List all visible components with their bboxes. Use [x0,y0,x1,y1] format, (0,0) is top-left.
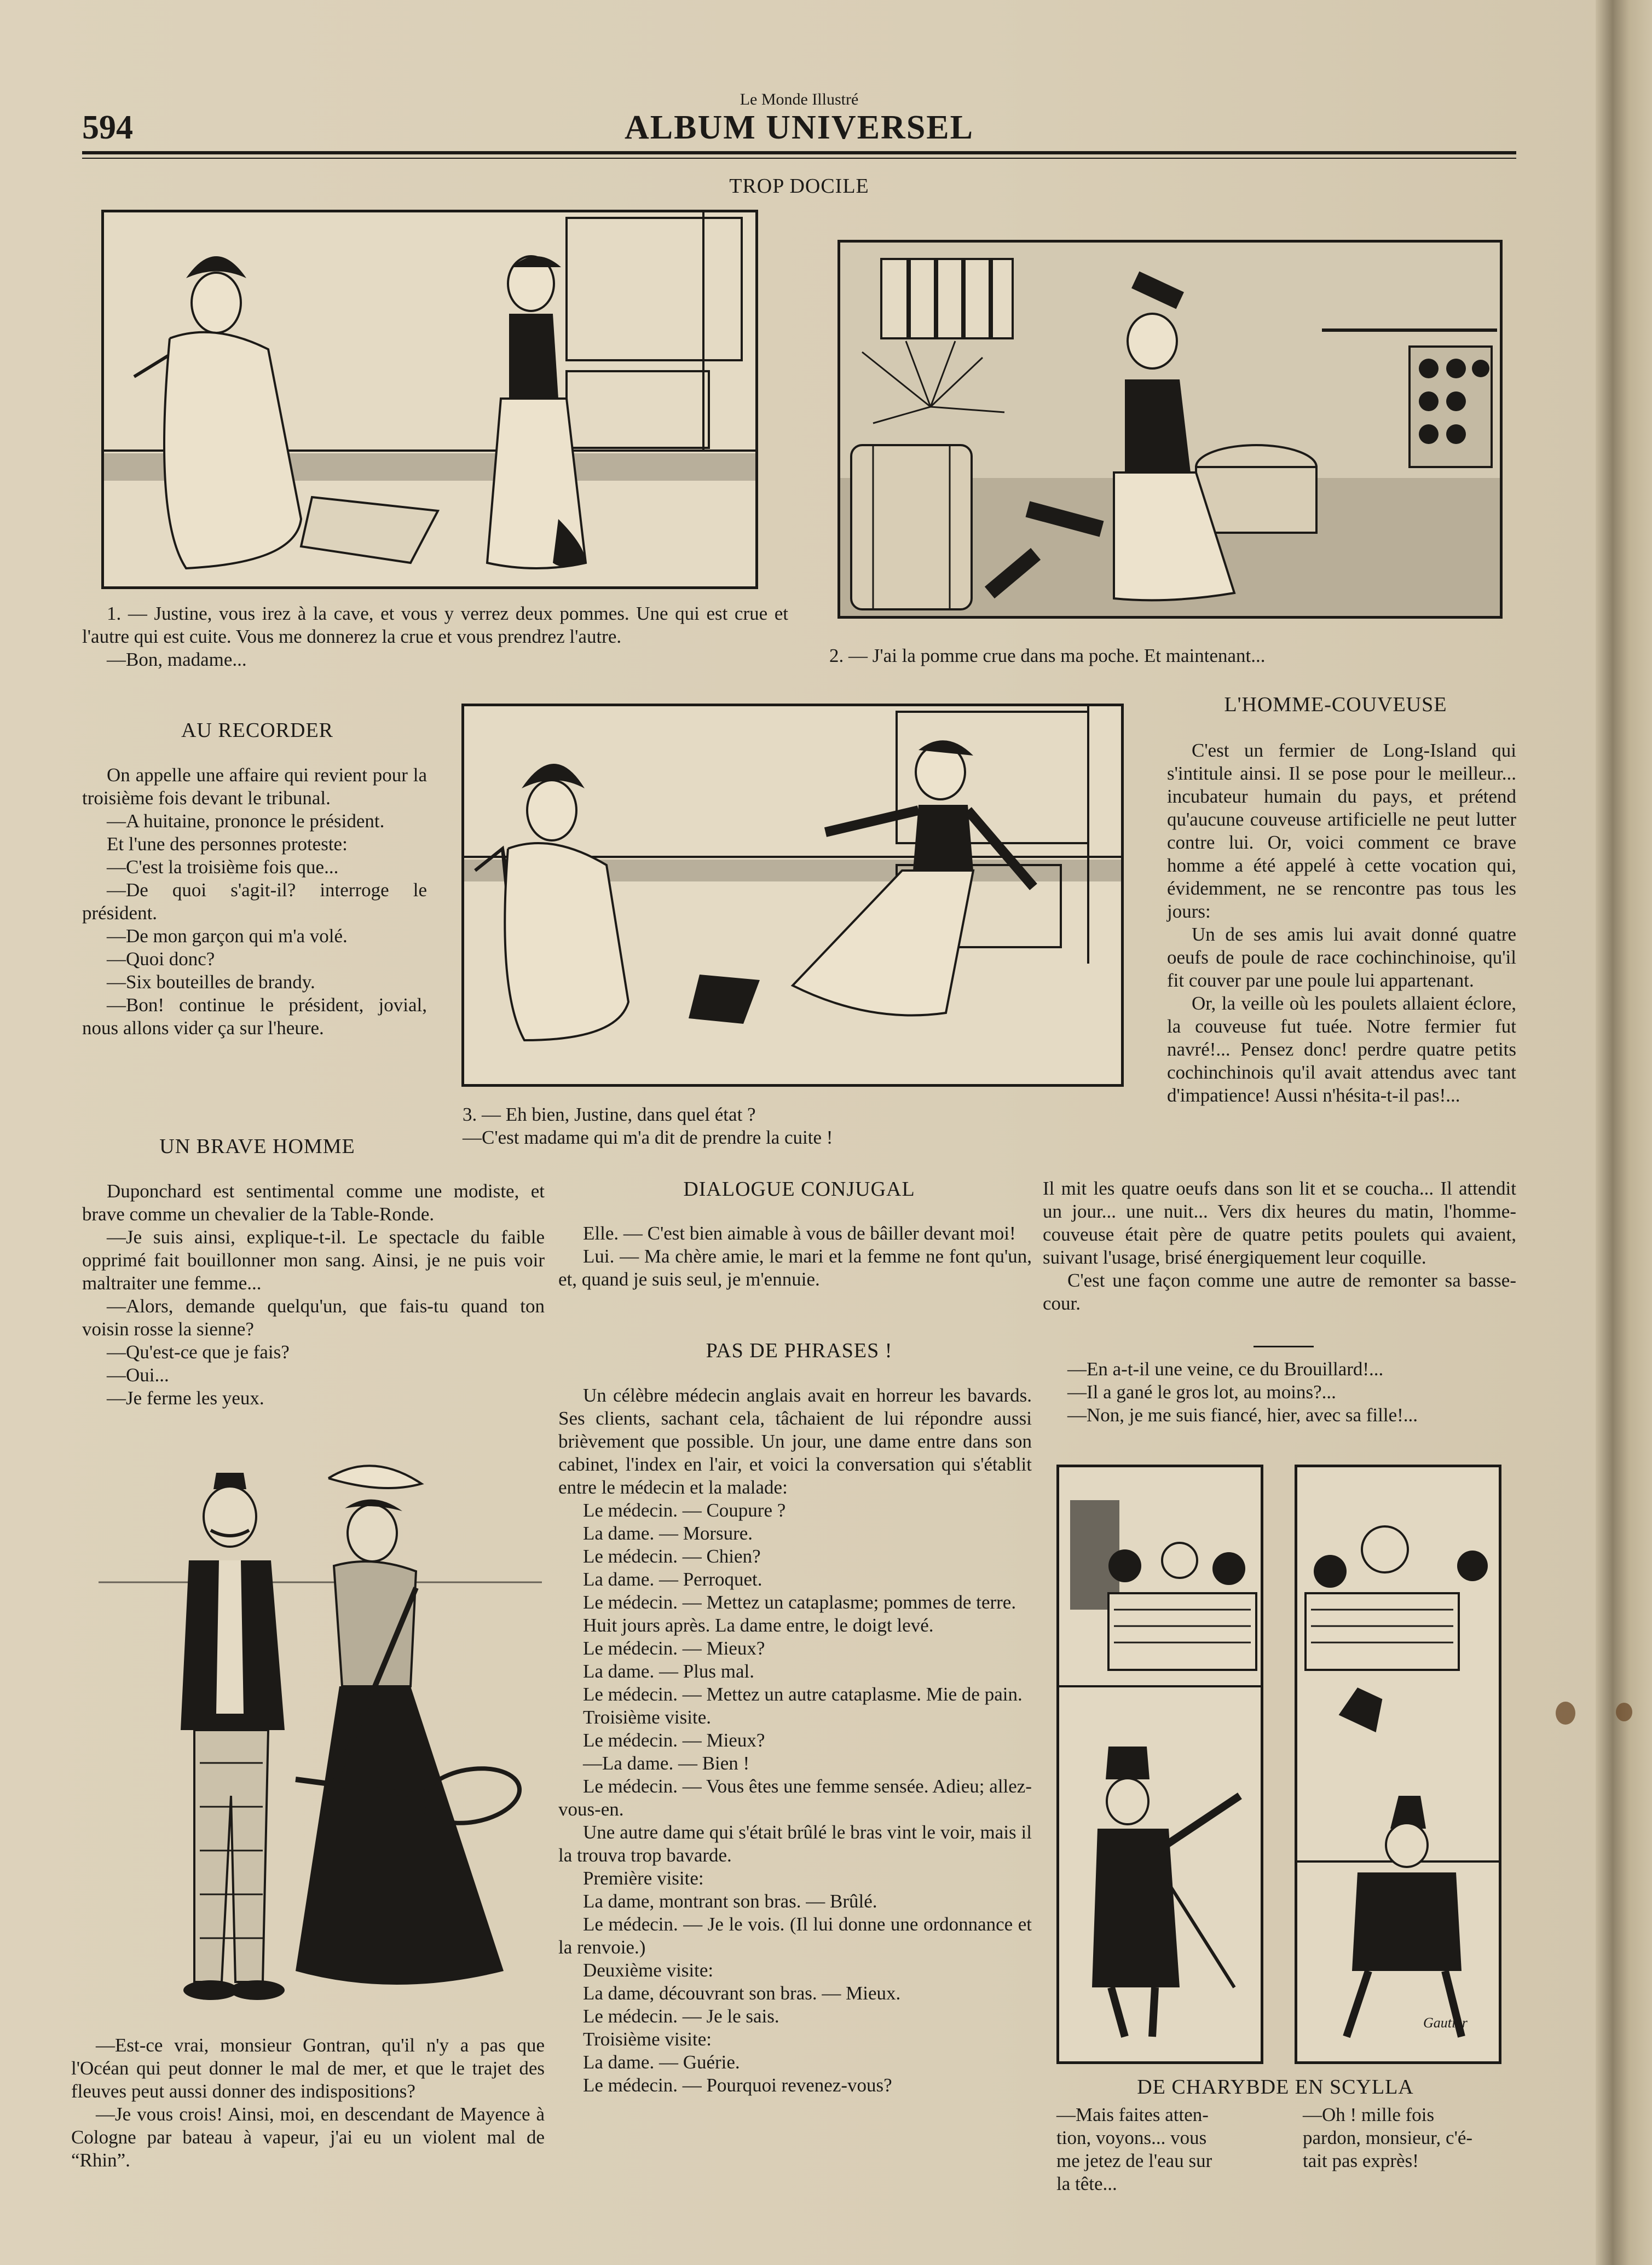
paragraph: Huit jours après. La dame entre, le doigt levé. [583,1615,934,1636]
paragraph: C'est un fermier de Long-Island qui s'intitule ainsi. Il se pose pour le meilleur... incubateur humain du pays, et prétend qu'aucune couveuse artificielle ne peut lutter contre lui. Or, voici comment ce brave homme a été appelé à cette vocation qui, évidemment, ne se rencontre pas tous les jours: [1167,740,1516,922]
paragraph: —Alors, demande quelqu'un, que fais-tu quand ton voisin rosse la sienne? [82,1295,545,1340]
section-title-homme-couveuse: L'HOMME-COUVEUSE [1224,693,1447,716]
paragraph: La dame. — Morsure. [583,1523,753,1544]
comic-panel-1 [101,210,758,589]
paragraph: Le médecin. — Je le vois. (Il lui donne une ordonnance et la renvoie.) [558,1914,1032,1958]
paragraph: Elle. — C'est bien aimable à vous de bâiller devant moi! [583,1223,1016,1244]
brave-homme-text [82,1180,545,1410]
artist-signature: Gautier [1423,2015,1468,2031]
header-publication: Le Monde Illustré [740,90,859,108]
paragraph: Le médecin. — Coupure ? [583,1500,786,1521]
paragraph: Un de ses amis lui avait donné quatre oeufs de poule de race cochinchinoise, qu'il fit couver par une poule lui appartenant. [1167,924,1516,991]
section-title-charybde: DE CHARYBDE EN SCYLLA [1137,2076,1414,2099]
paragraph: —A huitaine, prononce le président. [107,810,385,832]
caption-line: —Oh ! mille fois [1303,2104,1435,2125]
paragraph: Le médecin. — Pourquoi revenez-vous? [583,2074,892,2096]
section-title-trop-docile: TROP DOCILE [729,175,869,198]
dialogue-text [558,1222,1032,1291]
caption-line: —Bon, madame... [107,649,247,670]
caption-line: —C'est madame qui m'a dit de prendre la cuite ! [463,1127,833,1148]
paragraph: Première visite: [583,1868,704,1889]
comic-panel-3 [461,704,1124,1087]
paragraph: —Je suis ainsi, explique-t-il. Le spectacle du faible opprimé fait bouillonner mon sang. Ainsi, je ne puis voir maltraiter une femme... [82,1226,545,1294]
paragraph: —C'est la troisième fois que... [107,856,339,878]
paragraph: La dame, découvrant son bras. — Mieux. [583,1982,901,2004]
page-spine [1596,0,1652,2265]
paragraph: Le médecin. — Mieux? [583,1638,765,1659]
caption-line: —Mais faites atten- [1056,2104,1209,2125]
comic-panel-charybde-left [1056,1465,1263,2064]
paragraph: —Oui... [107,1364,169,1386]
caption-line: me jetez de l'eau sur [1056,2150,1212,2171]
paragraph: Or, la veille où les poulets allaient éclore, la couveuse fut tuée. Notre fermier fut navré!... Pensez donc! perdre quatre petits cochinchinois qu'il avait attendus avec tant d'impatience! Aussi n'hésita-t-il pas!... [1167,993,1516,1106]
paragraph: La dame. — Plus mal. [583,1661,755,1682]
caption-line: 1. — Justine, vous irez à la cave, et vous y verrez deux pommes. Une qui est crue et l'autre qui est cuite. Vous me donnerez la crue et vous prendrez l'autre. [82,603,788,647]
illustration-gontran-tennis [88,1456,553,2009]
paragraph: La dame. — Perroquet. [583,1569,763,1590]
brouillard-text [1043,1358,1516,1427]
paragraph: —Bon! continue le président, jovial, nous allons vider ça sur l'heure. [82,994,427,1039]
paper-stain [1616,1703,1632,1721]
comic-panel-2 [837,240,1503,619]
paragraph: —En a-t-il une veine, ce du Brouillard!... [1067,1358,1384,1380]
comic-panel-scylla-right-illustration [1297,1467,1499,2061]
caption-panel-1 [82,602,788,671]
homme-couveuse-text-narrow [1167,739,1516,1107]
page-number: 594 [82,109,133,146]
paragraph: On appelle une affaire qui revient pour la troisième fois devant le tribunal. [82,764,427,809]
paragraph: —Quoi donc? [107,948,215,970]
paragraph: Le médecin. — Mieux? [583,1730,765,1751]
homme-couveuse-text-wide [1043,1177,1516,1315]
au-recorder-text [82,764,427,1040]
paragraph: —Je ferme les yeux. [107,1387,264,1409]
section-title-pas-de-phrases: PAS DE PHRASES ! [706,1339,893,1362]
paragraph: Il mit les quatre oeufs dans son lit et se coucha... Il attendit un jour... une nuit... Vers dix heures du matin, l'homme-couveuse était père de quatre petits poulets qui avaient, suivant l'usage, brisé énergiquement leur coquille. [1043,1178,1516,1268]
illustration-gontran-tennis-drawing [88,1456,553,2009]
caption-line: pardon, monsieur, c'é- [1303,2127,1473,2148]
comic-panel-1-illustration [104,212,755,586]
caption-line: tait pas exprès! [1303,2150,1419,2171]
caption-line: tion, voyons... vous [1056,2127,1207,2148]
section-title-brave-homme: UN BRAVE HOMME [159,1135,355,1158]
charybde-caption-right [1303,2103,1516,2172]
paragraph: —Non, je me suis fiancé, hier, avec sa fille!... [1067,1404,1418,1426]
caption-line: la tête... [1056,2173,1117,2194]
paragraph: —Je vous crois! Ainsi, moi, en descendant de Mayence à Cologne par bateau à vapeur, j'ai eu un violent mal de “Rhin”. [71,2103,545,2171]
charybde-caption-left [1056,2103,1275,2195]
paragraph: Le médecin. — Mettez un autre cataplasme. Mie de pain. [583,1684,1023,1705]
paragraph: La dame, montrant son bras. — Brûlé. [583,1891,877,1912]
paragraph: Un célèbre médecin anglais avait en horreur les bavards. Ses clients, sachant cela, tâchaient de lui répondre aussi brièvement que possible. Un jour, une dame entre dans son cabinet, l'index en l'air, et voici la conversation qui s'établit entre le médecin et la malade: [558,1385,1032,1498]
paragraph: —Qu'est-ce que je fais? [107,1341,290,1363]
paragraph: —Il a gané le gros lot, au moins?... [1067,1381,1336,1403]
paragraph: —La dame. — Bien ! [583,1753,750,1774]
paragraph: C'est une façon comme une autre de remonter sa basse-cour. [1043,1270,1516,1314]
paragraph: Le médecin. — Chien? [583,1546,761,1567]
caption-panel-3 [463,1103,1092,1149]
paragraph: Le médecin. — Vous êtes une femme sensée. Adieu; allez-vous-en. [558,1776,1032,1820]
header-rule-thin [82,158,1516,159]
caption-line: 3. — Eh bien, Justine, dans quel état ? [463,1104,756,1125]
comic-panel-charybde-left-illustration [1059,1467,1261,2061]
paragraph: —De quoi s'agit-il? interroge le président. [82,879,427,924]
caption-panel-2: 2. — J'ai la pomme crue dans ma poche. Et maintenant... [829,645,1266,666]
paragraph: La dame. — Guérie. [583,2051,740,2073]
paragraph: Le médecin. — Mettez un cataplasme; pommes de terre. [583,1592,1016,1613]
paragraph: Troisième visite. [583,1707,711,1728]
page-title: ALBUM UNIVERSEL [624,109,974,146]
paragraph: Une autre dame qui s'était brûlé le bras vint le voir, mais il la trouva trop bavarde. [558,1822,1032,1866]
paragraph: Et l'une des personnes proteste: [107,833,348,855]
paragraph: Lui. — Ma chère amie, le mari et la femme ne font qu'un, et, quand je suis seul, je m'ennuie. [558,1246,1032,1290]
paragraph: Le médecin. — Je le sais. [583,2005,779,2027]
paragraph: —De mon garçon qui m'a volé. [107,925,348,947]
comic-panel-scylla-right [1295,1465,1501,2064]
paragraph: —Six bouteilles de brandy. [107,971,315,993]
header-rule [82,151,1516,154]
paragraph: Deuxième visite: [583,1959,714,1981]
paragraph: —Est-ce vrai, monsieur Gontran, qu'il n'y a pas que l'Océan qui peut donner le mal de mer, et que le trajet des fleuves peut aussi donner des indispositions? [71,2035,545,2102]
comic-panel-3-illustration [464,706,1121,1084]
paragraph: Duponchard est sentimental comme une modiste, et brave comme un chevalier de la Table-Ronde. [82,1180,545,1225]
section-title-dialogue: DIALOGUE CONJUGAL [683,1178,915,1201]
paragraph: Troisième visite: [583,2028,712,2050]
section-title-au-recorder: AU RECORDER [181,719,334,742]
pas-de-phrases-text [558,1384,1032,2097]
gontran-text [71,2034,545,2172]
comic-panel-2-illustration [840,243,1500,616]
section-divider [1254,1346,1314,1347]
paper-stain [1556,1702,1575,1725]
